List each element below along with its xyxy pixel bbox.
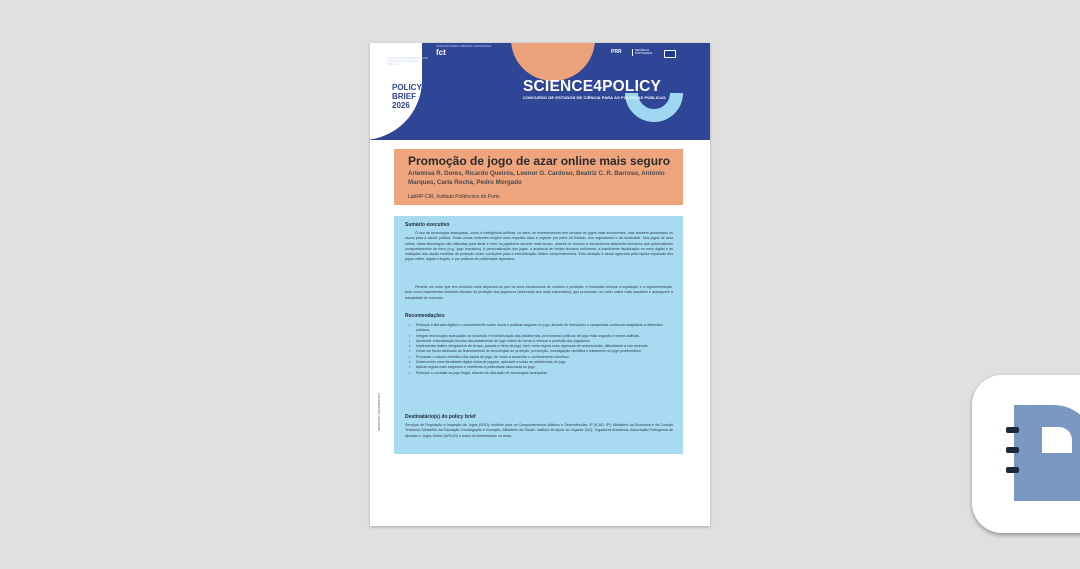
prr-logo: PRR	[611, 49, 622, 55]
planapp-logo-text: PLANAPP	[387, 49, 418, 55]
summary-paragraph-1: O uso de tecnologias avançadas, como a Inteligência Artificial, no setor do entretenimento tem tornado os jogos mais envolventes, mas também aumentado os riscos para a saúde pública. Estas novas vertentes exigem uma resposta clara e urgente por parte do Estado, dos reguladores e da sociedade. Nos jogos de azar online, estas tecnologias são utilizadas para atrair e reter os jogadores durante mais tempo, através do recurso a mecanismos altamente imersivos que potencializam comportamentos de risco (e.g., jogo impulsivo). A personalização dos jogos, a ausência de limites técnicos uniformes, a insuficiente fiscalização no meio digital e as limitações das atuais medidas de proteção criam condições para a intensificação destes comportamentos. Esta situação é ainda agravada pela rápida expansão dos jogos online, legais e ilegais, e por práticas de publicidade agressiva.	[405, 231, 673, 262]
site-logo-card	[972, 375, 1080, 533]
eu-flag-icon	[664, 50, 676, 58]
summary-paragraph-2: Perante um setor que tem evoluído mais depressa do que os seus mecanismos de controlo e proteção, é essencial reforçar a legislação e a regulamentação, bem como implementar medidas eficazes de proteção dos jogadores (sobretudo dos mais vulneráveis), que promovam um meio online mais saudável e assegurem a integridade do mercado.	[405, 285, 673, 300]
science4policy-subtitle: CONCURSO DE ESTUDOS DE CIÊNCIA PARA AS POLÍTICAS PÚBLICAS	[523, 95, 666, 100]
brief-authors: Artemisa R. Dores, Ricardo Queirós, Leonor G. Cardoso, Beatriz C. R. Barroso, António Marques, Carla Rocha, Pedro Morgado	[408, 170, 665, 186]
notebook-ring-icon	[1006, 467, 1019, 473]
list-item: • Reforçar o combate ao jogo ilegal, através da utilização de tecnologias avançadas.	[409, 371, 671, 376]
recommendations-list	[409, 323, 671, 376]
list-item: • Aplicar regras mais exigentes e restritivas à publicidade associada ao jogo.	[409, 365, 671, 370]
list-item: • Integrar tecnologias avançadas na conceção e monitorização das plataformas, promovendo práticas de jogo mais seguras e menos aditivas.	[409, 334, 671, 339]
notebook-ring-icon	[1006, 447, 1019, 453]
planapp-subtitle: CENTRO DE PLANEAMENTO E DE AVALIAÇÃO DE POLÍTICAS PÚBLICAS	[387, 57, 428, 66]
orange-semicircle-decoration	[511, 43, 595, 81]
brief-title: Promoção de jogo de azar online mais seguro	[408, 154, 671, 168]
recommendations-heading: Recomendações	[405, 313, 445, 319]
list-item: • Desenvolver uma identidade digital única de jogador, aplicável a todas as plataformas de jogo.	[409, 360, 671, 365]
notebook-logo-notch	[1042, 427, 1072, 453]
brief-affiliation: LabRP-CIR, Instituto Politécnico do Porto	[408, 194, 500, 200]
fct-subtitle: FUNDAÇÃO PARA A CIÊNCIA E A TECNOLOGIA	[436, 45, 492, 48]
policy-brief-label: POLICY BRIEF 2026	[392, 83, 422, 110]
title-block	[394, 149, 683, 205]
recipients-text: Serviços de Regulação e Inspeção de Jogos (SRIJ); Instituto para os Comportamentos Aditivos e Dependências, IP (ICAD, IP); Ministério da Economia e da Coesão Territorial; Ministério da Educação, Investigação e Inovação; Ministério da Saúde; Instituto de Apoio ao Jogador (IAJ); Jogadores Anónimos; Associação Portuguesa de Apostas e Jogos Online (APAJO) e todos os interessados no tema.	[405, 423, 673, 438]
recipients-heading: Destinatário(s) do policy brief	[405, 414, 476, 420]
notebook-logo-icon	[1014, 405, 1080, 501]
summary-panel	[394, 216, 683, 454]
planapp-logo-icon	[380, 49, 386, 55]
summary-heading: Sumário executivo	[405, 222, 450, 228]
document-code: S4P/2026/P/INT-S4P/2026/P	[377, 393, 381, 432]
science4policy-title: SCIENCE4POLICY	[523, 78, 662, 95]
list-item: • Gerar um fundo dedicado ao financiamento de tecnologias de proteção, prevenção, investigação científica e tratamento do jogo problemático.	[409, 349, 671, 354]
policy-brief-page	[370, 43, 710, 526]
fct-logo: fct	[436, 48, 446, 57]
government-logo: REPÚBLICA PORTUGUESA	[632, 49, 660, 56]
notebook-ring-icon	[1006, 427, 1019, 433]
list-item: • Reforçar a literacia digital e o conhecimento sobre riscos e práticas seguras no jogo, através de formações e campanhas contínuas adaptadas a diferentes públicos.	[409, 323, 671, 334]
list-item: • Promover o estudo científico dos dados de jogo, de modo a aumentar o conhecimento científico.	[409, 355, 671, 360]
list-item: • Aumentar a fiscalização técnica das plataformas de jogo online de forma a reforçar a proteção dos jogadores.	[409, 339, 671, 344]
brief-header	[370, 43, 710, 140]
list-item: • Implementar limites obrigatórios de tempo, pausas e ritmo de jogo, bem como regras mais rigorosas de autoexclusão, dificultando a sua reversão.	[409, 344, 671, 349]
